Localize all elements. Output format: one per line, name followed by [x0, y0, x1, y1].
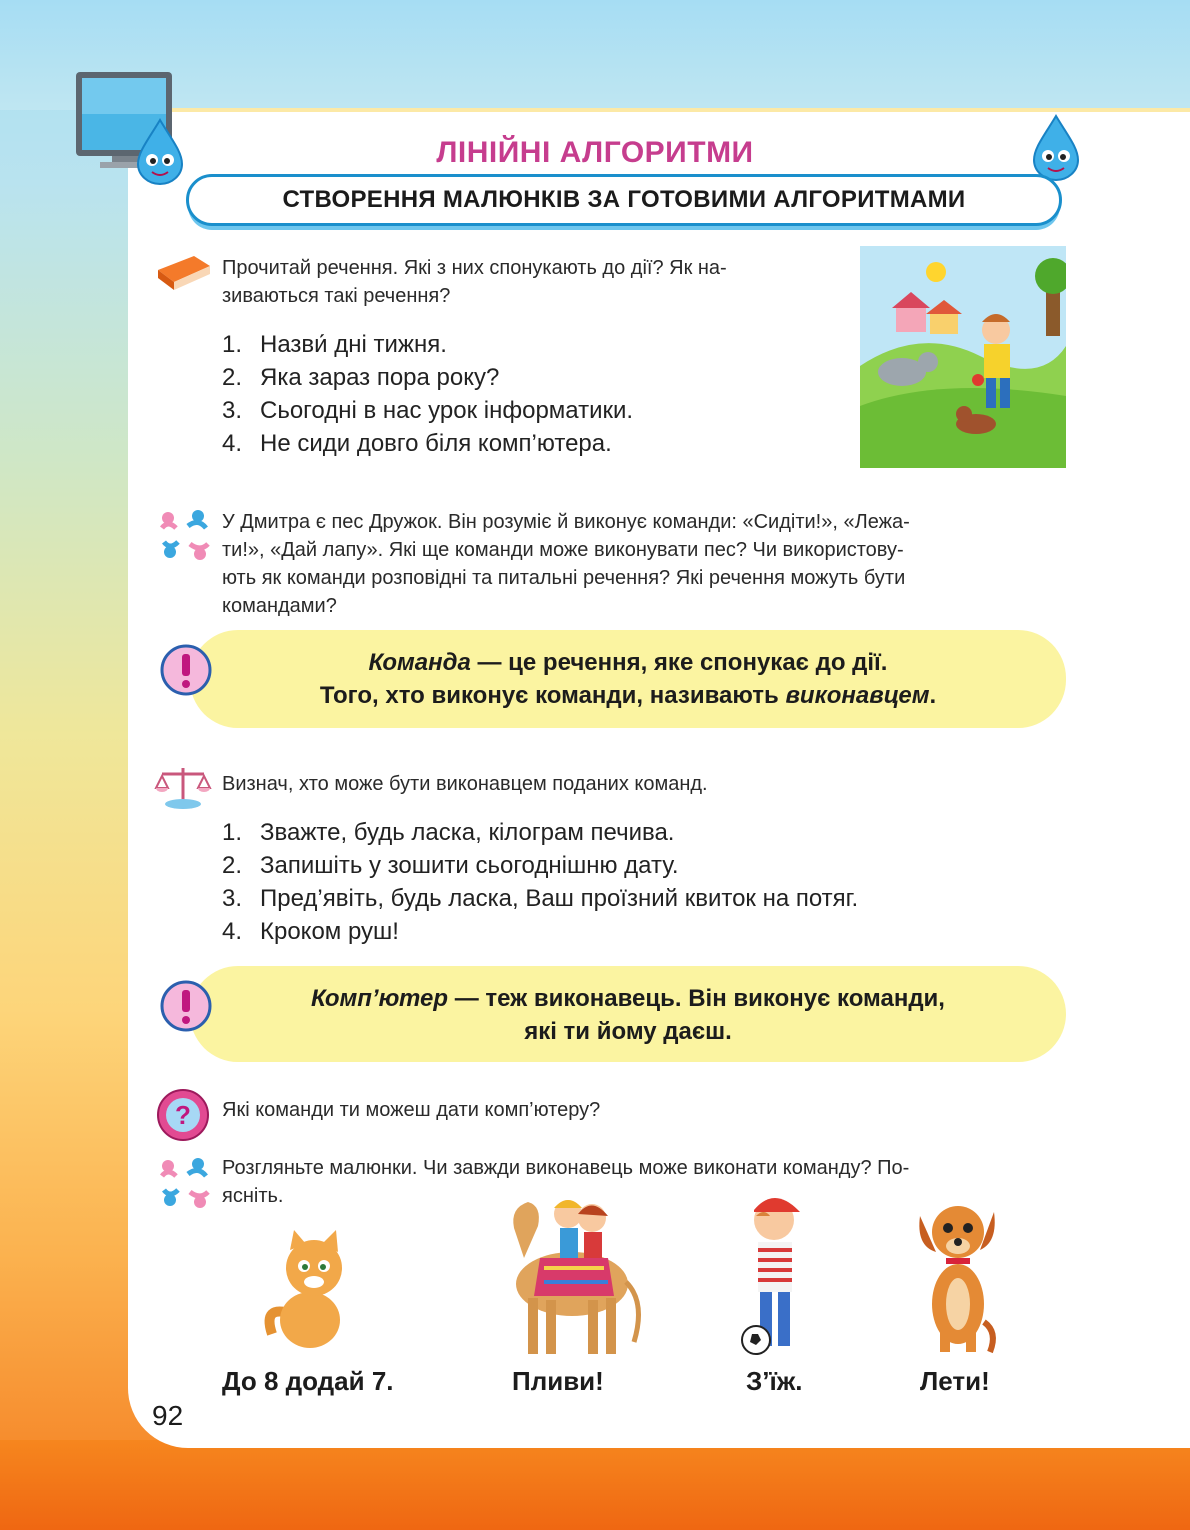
task3-list	[222, 816, 858, 948]
camel-with-children-illustration	[484, 1188, 644, 1360]
task1-text: Прочитай речення. Які з них спонукають до дії? Як на- зиваються такі речення?	[222, 257, 727, 307]
page-title: ЛІНІЙНІ АЛГОРИТМИ	[436, 136, 754, 169]
dog-illustration	[912, 1192, 1002, 1354]
group-work-icon	[158, 506, 214, 564]
list-item: 4. Кроком руш!	[222, 918, 399, 945]
cat-illustration	[260, 1224, 356, 1354]
group-work-icon	[158, 1154, 214, 1212]
list-item: 3. Пред’явіть, будь ласка, Ваш проїзний квиток на потяг.	[222, 885, 859, 912]
page-number: 92	[152, 1400, 184, 1431]
computer-callout: Комп’ютер — теж виконавець. Він виконує команди, які ти йому даєш.	[190, 966, 1066, 1062]
exclamation-icon	[160, 980, 212, 1032]
task1-list	[222, 328, 633, 460]
task3-text: Визнач, хто може бути виконавцем поданих команд.	[222, 773, 708, 795]
bottom-band	[0, 1440, 1190, 1530]
caption-camel: Пливи!	[512, 1366, 604, 1396]
book-icon	[154, 252, 212, 292]
question-text: Які команди ти можеш дати комп’ютеру?	[222, 1099, 601, 1121]
list-item: 2. Яка зараз пора року?	[222, 364, 500, 391]
exclamation-icon	[160, 644, 212, 696]
svg-text:?: ?	[175, 1100, 191, 1130]
list-item: 4. Не сиди довго біля комп’ютера.	[222, 430, 612, 457]
scales-icon	[154, 764, 212, 810]
lesson-subtitle: СТВОРЕННЯ МАЛЮНКІВ ЗА ГОТОВИМИ АЛГОРИТМАМИ	[186, 174, 1062, 226]
task4-text: Розгляньте малюнки. Чи завжди виконавець може виконати команду? По- ясніть.	[222, 1157, 910, 1207]
list-item: 1. Зважте, будь ласка, кілограм печива.	[222, 819, 675, 846]
definition-callout: Команда — це речення, яке спонукає до дії. Того, хто виконує команди, називають виконавцем.	[190, 630, 1066, 728]
task2-text: У Дмитра є пес Дружок. Він розуміє й виконує команди: «Сидіти!», «Лежа- ти!», «Дай лапу». Які ще команди може виконувати пес? Чи використову- ють як команди розповідні та питальні речення? Які речення можуть бути командами?	[222, 511, 910, 617]
question-mark-icon	[156, 1088, 210, 1142]
list-item: 3. Сьогодні в нас урок інформатики.	[222, 397, 634, 424]
caption-boy: З’їж.	[746, 1366, 803, 1396]
list-item: 1. Назви́ дні тижня.	[222, 331, 447, 358]
list-item: 2. Запишіть у зошити сьогоднішню дату.	[222, 852, 679, 879]
boy-with-ball-illustration	[740, 1190, 806, 1360]
caption-cat: До 8 додай 7.	[222, 1366, 394, 1396]
caption-dog: Лети!	[920, 1366, 990, 1396]
boy-and-dogs-illustration	[860, 246, 1066, 468]
